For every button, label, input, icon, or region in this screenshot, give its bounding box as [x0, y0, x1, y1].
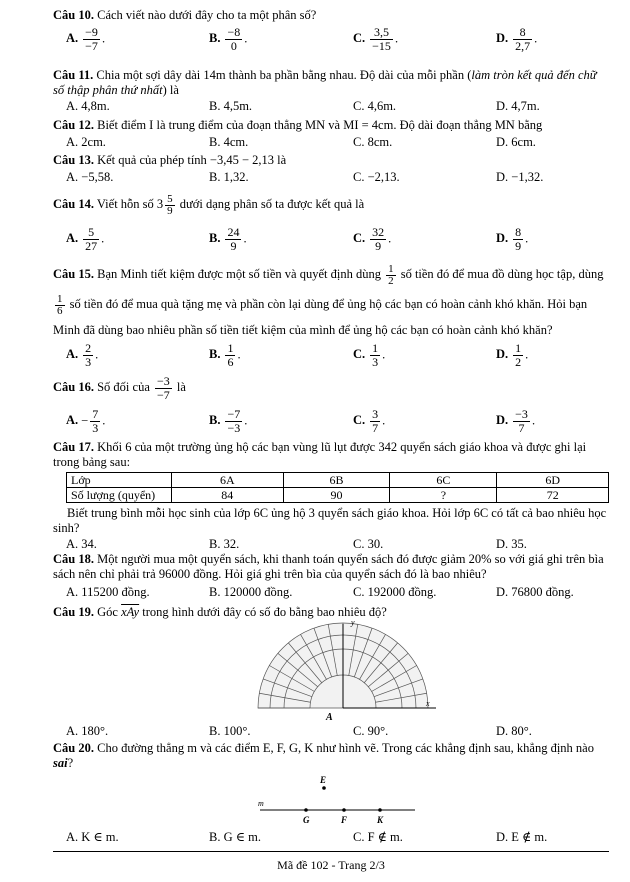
- q13-option-b[interactable]: B. 1,32.: [209, 170, 249, 184]
- table-row: Số lượng (quyển) 84 90 ? 72: [67, 488, 609, 503]
- q12-option-a[interactable]: A. 2cm.: [66, 135, 106, 149]
- q20-option-b[interactable]: B. G ∈ m.: [209, 830, 261, 844]
- label-y: y: [351, 620, 355, 627]
- label-f: F: [341, 815, 348, 825]
- q10-label: Câu 10.: [53, 8, 94, 22]
- question-14: Câu 14. Viết hỗn số 3 $\frac{5}{9}$ dưới dạng phân số ta được kết quả là: [53, 192, 365, 217]
- table-header-row: Lớp 6A 6B 6C 6D: [67, 473, 609, 488]
- point-k: [378, 808, 382, 812]
- q20-option-d[interactable]: D. E ∉ m.: [496, 830, 548, 844]
- question-19: Câu 19. Góc $\overline{xAy}$ trong hình dưới đây có số đo bằng bao nhiêu độ?: [53, 605, 387, 619]
- q10-option-d[interactable]: D. $\frac{8}{2,7}$ .: [496, 25, 538, 53]
- question-15: Câu 15. Bạn Minh tiết kiệm được một số tiền và quyết định dùng $\frac{1}{2}$ số tiền đó để mua đồ dùng học tập, dùng: [53, 262, 604, 287]
- q15-option-d[interactable]: D. $\frac{1}{2}$ .: [496, 341, 529, 369]
- question-20: Câu 20. Cho đường thẳng m và các điểm E, F, G, K như hình vẽ. Trong các khẳng định sau, khẳng định nào sai?: [53, 741, 594, 770]
- q18-option-d[interactable]: D. 76800 đồng.: [496, 585, 574, 599]
- question-15-line2: $\frac{1}{6}$ số tiền đó để mua quà tặng mẹ và phần còn lại dùng để ủng hộ các bạn có hoàn cảnh khó khăn. Hỏi bạn: [57, 292, 588, 317]
- question-12: Câu 12. Biết điểm I là trung điểm của đoạn thẳng MN và MI = 4cm. Độ dài đoạn thẳng MN bằng: [53, 118, 543, 132]
- q19-option-c[interactable]: C. 90°.: [353, 724, 389, 738]
- question-17-followup: Biết trung bình mỗi học sinh của lớp 6C ủng hộ 3 quyển sách giáo khoa. Hỏi lớp 6C có tất cả bao nhiêu học sinh?: [53, 506, 607, 535]
- q20-option-a[interactable]: A. K ∈ m.: [66, 830, 119, 844]
- q18-option-b[interactable]: B. 120000 đồng.: [209, 585, 293, 599]
- q13-option-a[interactable]: A. −5,58.: [66, 170, 114, 184]
- q10-text: Cách viết nào dưới đây cho ta một phân số?: [97, 8, 317, 22]
- question-16: Câu 16. Số đối của $\frac{-3}{-7}$ là: [53, 373, 186, 402]
- q16-option-b[interactable]: B. $\frac{-7}{-3}$ .: [209, 407, 248, 435]
- q11-option-d[interactable]: D. 4,7m.: [496, 99, 540, 113]
- q16-option-a[interactable]: A. − $\frac{7}{3}$ .: [66, 407, 106, 435]
- label-g: G: [303, 815, 310, 825]
- question-10: [53, 8, 609, 23]
- q15-option-b[interactable]: B. $\frac{1}{6}$ .: [209, 341, 241, 369]
- label-e: E: [320, 775, 327, 785]
- protractor-figure: [250, 620, 440, 722]
- q17-option-b[interactable]: B. 32.: [209, 537, 240, 551]
- label-x: x: [426, 699, 430, 708]
- label-k: K: [377, 815, 384, 825]
- q14-option-c[interactable]: C. $\frac{32}{9}$ .: [353, 225, 392, 253]
- q14-option-b[interactable]: B. $\frac{24}{9}$ .: [209, 225, 247, 253]
- q10-option-b[interactable]: B. $\frac{-8}{0}$ .: [209, 25, 248, 53]
- line-m-figure: [250, 774, 420, 826]
- q17-option-a[interactable]: A. 34.: [66, 537, 97, 551]
- q18-option-a[interactable]: A. 115200 đồng.: [66, 585, 150, 599]
- q13-option-c[interactable]: C. −2,13.: [353, 170, 400, 184]
- q11-option-a[interactable]: A. 4,8m.: [66, 99, 110, 113]
- point-e: [322, 786, 326, 790]
- label-a: A: [326, 712, 333, 722]
- q19-option-b[interactable]: B. 100°.: [209, 724, 251, 738]
- q12-option-c[interactable]: C. 8cm.: [353, 135, 393, 149]
- q16-option-d[interactable]: D. $\frac{-3}{7}$ .: [496, 407, 536, 435]
- q15-option-a[interactable]: A. $\frac{2}{3}$ .: [66, 341, 99, 369]
- q12-option-b[interactable]: B. 4cm.: [209, 135, 249, 149]
- q17-option-c[interactable]: C. 30.: [353, 537, 384, 551]
- q18-option-c[interactable]: C. 192000 đồng.: [353, 585, 437, 599]
- q19-option-a[interactable]: A. 180°.: [66, 724, 109, 738]
- q13-option-d[interactable]: D. −1,32.: [496, 170, 544, 184]
- question-15-line3: Minh đã dùng bao nhiêu phần số tiền tiết kiệm của mình để ủng hộ các bạn có hoàn cảnh khó khăn?: [53, 323, 553, 337]
- q11-option-c[interactable]: C. 4,6m.: [353, 99, 397, 113]
- q17-option-d[interactable]: D. 35.: [496, 537, 527, 551]
- q15-option-c[interactable]: C. $\frac{1}{3}$ .: [353, 341, 386, 369]
- q20-option-c[interactable]: C. F ∉ m.: [353, 830, 403, 844]
- page-footer: Mã đề 102 - Trang 2/3: [53, 851, 609, 873]
- q12-option-d[interactable]: D. 6cm.: [496, 135, 536, 149]
- q16-option-c[interactable]: C. $\frac{3}{7}$ .: [353, 407, 386, 435]
- q14-option-d[interactable]: D. $\frac{8}{9}$ .: [496, 225, 529, 253]
- question-13: Câu 13. Kết quả của phép tính −3,45 − 2,13 là: [53, 153, 287, 167]
- label-m: m: [258, 799, 264, 808]
- q11-option-b[interactable]: B. 4,5m.: [209, 99, 253, 113]
- point-f: [342, 808, 346, 812]
- point-g: [304, 808, 308, 812]
- books-table: [66, 472, 609, 503]
- question-17: Câu 17. Khối 6 của một trường ủng hộ các bạn vùng lũ lụt được 342 quyển sách giáo khoa và được ghi lại trong bảng sau:: [53, 440, 587, 469]
- q10-option-a[interactable]: A. $\frac{-9}{-7}$ .: [66, 25, 106, 53]
- q14-option-a[interactable]: A. $\frac{5}{27}$ .: [66, 225, 105, 253]
- question-11: Câu 11. Chia một sợi dây dài 14m thành ba phần bằng nhau. Độ dài của mỗi phần (làm tròn kết quả đến chữ số thập phân thứ nhất) là: [53, 68, 597, 97]
- q19-option-d[interactable]: D. 80°.: [496, 724, 532, 738]
- question-18: Câu 18. Một người mua một quyển sách, khi thanh toán quyển sách đó được giảm 20% so với giá ghi trên bìa sách nên chỉ phải trả 96000 đồng. Hỏi giá ghi trên bìa của quyển sách đó là bao nhiêu?: [53, 552, 604, 581]
- q10-option-c[interactable]: C. $\frac{3,5}{-15}$ .: [353, 25, 399, 53]
